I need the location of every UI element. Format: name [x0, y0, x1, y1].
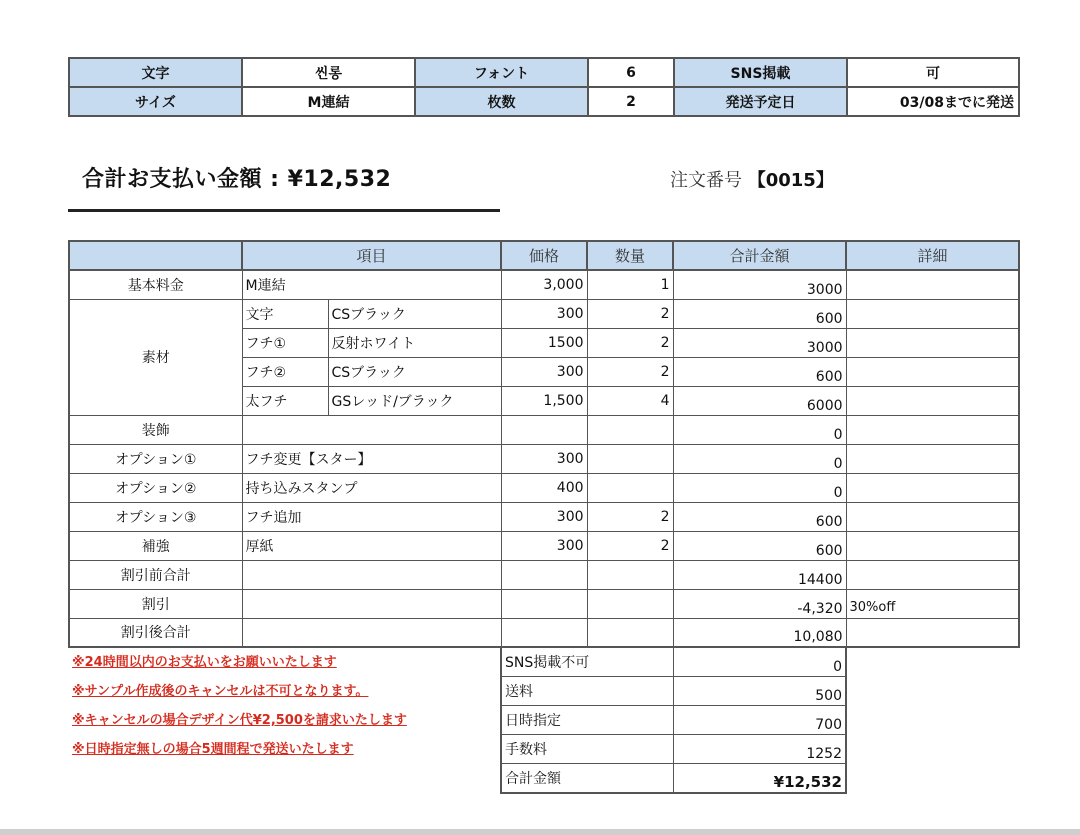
- row-qty: 4: [587, 386, 673, 415]
- col-header-price: 価格: [501, 241, 587, 270]
- order-info-table: [68, 57, 1020, 117]
- row-detail: [846, 357, 1019, 386]
- info-label-size: サイズ: [69, 87, 242, 116]
- total-payment-amount: ¥12,532: [287, 167, 392, 192]
- col-header-qty: 数量: [587, 241, 673, 270]
- row-price: 400: [501, 473, 587, 502]
- info-value-count: 2: [588, 87, 674, 116]
- row-item: M連結: [242, 270, 501, 299]
- summary-value: 500: [673, 677, 846, 706]
- row-total: -4,320: [673, 589, 846, 618]
- row-category: オプション③: [69, 502, 242, 531]
- row-total: 14400: [673, 560, 846, 589]
- row-total: 0: [673, 473, 846, 502]
- table-row: [69, 270, 1019, 299]
- total-payment-label: 合計お支払い金額 :: [82, 167, 288, 192]
- row-qty: [587, 473, 673, 502]
- info-label-sns: SNS掲載: [674, 58, 847, 87]
- table-header-row: [69, 241, 1019, 270]
- summary-table: [500, 647, 847, 794]
- summary-value: 0: [673, 648, 846, 677]
- material-part: フチ①: [242, 328, 328, 357]
- col-header-detail: 詳細: [846, 241, 1019, 270]
- row-detail: [846, 386, 1019, 415]
- row-item: [242, 618, 501, 647]
- row-category: 割引: [69, 589, 242, 618]
- itemized-table: [68, 240, 1020, 648]
- row-item: フチ追加: [242, 502, 501, 531]
- row-qty: 1: [587, 270, 673, 299]
- row-category: 補強: [69, 531, 242, 560]
- table-row: [69, 531, 1019, 560]
- info-label-text: 文字: [69, 58, 242, 87]
- row-item: 持ち込みスタンプ: [242, 473, 501, 502]
- row-qty: [587, 560, 673, 589]
- row-qty: [587, 444, 673, 473]
- info-label-ship-date: 発送予定日: [674, 87, 847, 116]
- summary-label: 合計金額: [501, 764, 673, 793]
- summary-value: 1252: [673, 735, 846, 764]
- summary-row: [501, 648, 846, 677]
- summary-label: 手数料: [501, 735, 673, 764]
- row-category: オプション②: [69, 473, 242, 502]
- row-category: 割引後合計: [69, 618, 242, 647]
- row-total: 600: [673, 299, 846, 328]
- row-category: 素材: [69, 299, 242, 415]
- row-item: フチ変更【スター】: [242, 444, 501, 473]
- row-price: 300: [501, 444, 587, 473]
- summary-label: 送料: [501, 677, 673, 706]
- row-price: 300: [501, 502, 587, 531]
- table-row: [69, 473, 1019, 502]
- table-row: [69, 415, 1019, 444]
- summary-row: [501, 735, 846, 764]
- row-total: 600: [673, 357, 846, 386]
- info-label-count: 枚数: [415, 87, 588, 116]
- row-category: 基本料金: [69, 270, 242, 299]
- summary-label: SNS掲載不可: [501, 648, 673, 677]
- summary-row: [501, 677, 846, 706]
- row-item: 厚紙: [242, 531, 501, 560]
- summary-row: [501, 764, 846, 793]
- row-price: 300: [501, 531, 587, 560]
- note-item: ※24時間以内のお支払いをお願いいたします: [72, 655, 337, 670]
- summary-grand-total: ¥12,532: [673, 764, 846, 793]
- material-part: フチ②: [242, 357, 328, 386]
- row-category: 装飾: [69, 415, 242, 444]
- info-value-sns: 可: [847, 58, 1019, 87]
- row-price: 3,000: [501, 270, 587, 299]
- row-price: [501, 589, 587, 618]
- material-color: 反射ホワイト: [328, 328, 501, 357]
- table-row: [69, 299, 1019, 328]
- order-number-value: 【0015】: [747, 170, 834, 191]
- note-item: ※サンプル作成後のキャンセルは不可となります。: [72, 684, 369, 699]
- row-price: 1500: [501, 328, 587, 357]
- row-qty: 2: [587, 299, 673, 328]
- info-value-font: 6: [588, 58, 674, 87]
- row-price: [501, 560, 587, 589]
- material-part: 太フチ: [242, 386, 328, 415]
- table-row: [69, 444, 1019, 473]
- row-price: [501, 415, 587, 444]
- info-value-ship-date: 03/08までに発送: [847, 87, 1019, 116]
- order-number: [670, 166, 834, 192]
- row-category: 割引前合計: [69, 560, 242, 589]
- row-detail: [846, 270, 1019, 299]
- row-detail: [846, 415, 1019, 444]
- material-color: GSレッド/ブラック: [328, 386, 501, 415]
- table-row: [69, 502, 1019, 531]
- row-qty: [587, 415, 673, 444]
- row-qty: 2: [587, 502, 673, 531]
- row-total: 3000: [673, 270, 846, 299]
- table-row: [69, 589, 1019, 618]
- row-total: 600: [673, 502, 846, 531]
- row-qty: [587, 589, 673, 618]
- row-detail: [846, 299, 1019, 328]
- row-qty: 2: [587, 357, 673, 386]
- summary-row: [501, 706, 846, 735]
- note-item: ※キャンセルの場合デザイン代¥2,500を請求いたします: [72, 713, 407, 728]
- row-detail: [846, 502, 1019, 531]
- row-detail: [846, 560, 1019, 589]
- row-qty: 2: [587, 531, 673, 560]
- row-detail: [846, 444, 1019, 473]
- total-underline: [68, 209, 500, 212]
- row-item: [242, 589, 501, 618]
- row-item: [242, 415, 501, 444]
- row-category: オプション①: [69, 444, 242, 473]
- material-color: CSブラック: [328, 299, 501, 328]
- row-total: 0: [673, 415, 846, 444]
- row-total: 3000: [673, 328, 846, 357]
- row-price: [501, 618, 587, 647]
- row-price: 300: [501, 299, 587, 328]
- info-label-font: フォント: [415, 58, 588, 87]
- row-detail: [846, 473, 1019, 502]
- col-header-total: 合計金額: [673, 241, 846, 270]
- row-detail: [846, 531, 1019, 560]
- info-value-text: 씬롱: [242, 58, 415, 87]
- total-payment-heading: [82, 162, 391, 193]
- material-part: 文字: [242, 299, 328, 328]
- table-row: [69, 560, 1019, 589]
- info-value-size: M連結: [242, 87, 415, 116]
- col-header-item: 項目: [242, 241, 501, 270]
- row-total: 6000: [673, 386, 846, 415]
- order-number-label: 注文番号: [670, 170, 742, 191]
- summary-value: 700: [673, 706, 846, 735]
- summary-label: 日時指定: [501, 706, 673, 735]
- row-detail: 30%off: [846, 589, 1019, 618]
- row-price: 300: [501, 357, 587, 386]
- row-total: 600: [673, 531, 846, 560]
- row-item: [242, 560, 501, 589]
- row-qty: 2: [587, 328, 673, 357]
- material-color: CSブラック: [328, 357, 501, 386]
- row-total: 10,080: [673, 618, 846, 647]
- note-item: ※日時指定無しの場合5週間程で発送いたします: [72, 742, 354, 757]
- row-detail: [846, 618, 1019, 647]
- row-detail: [846, 328, 1019, 357]
- row-price: 1,500: [501, 386, 587, 415]
- page-bottom-edge: [0, 829, 1080, 835]
- row-total: 0: [673, 444, 846, 473]
- notes: [72, 652, 492, 768]
- row-qty: [587, 618, 673, 647]
- table-row: [69, 618, 1019, 647]
